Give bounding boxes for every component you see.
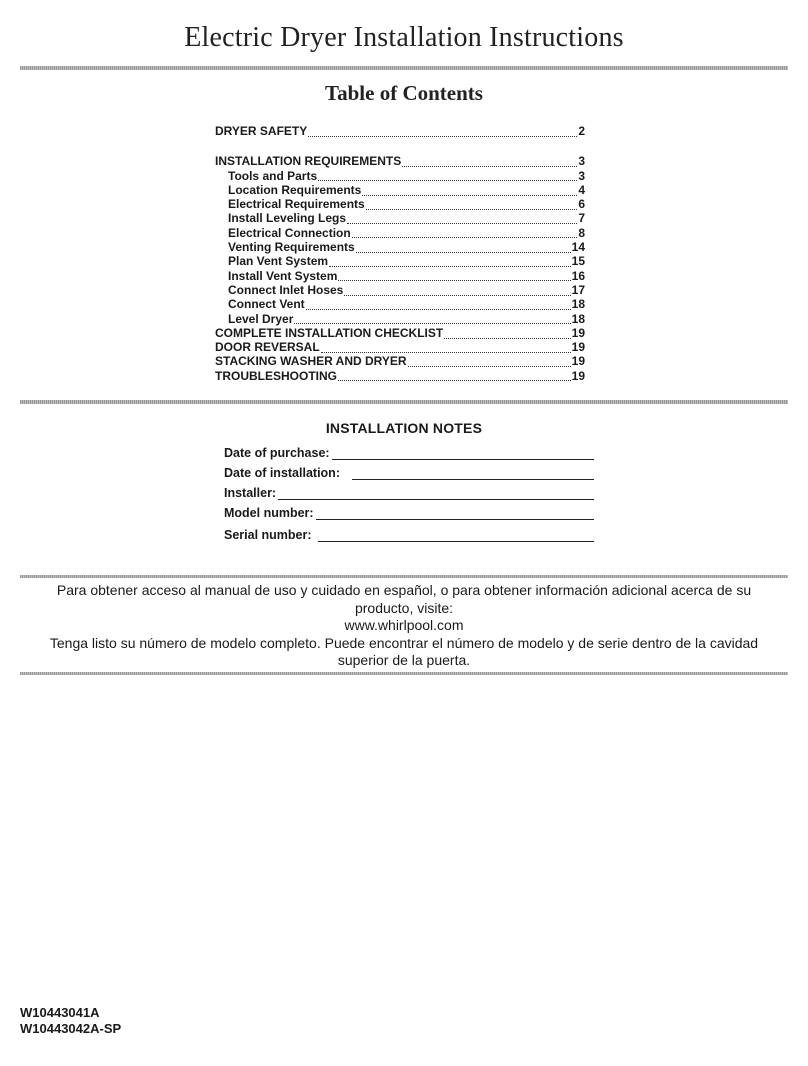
toc-entry-installation-checklist[interactable] [215, 326, 585, 340]
toc-label: COMPLETE INSTALLATION CHECKLIST [215, 325, 444, 340]
note-label: Date of installation: [224, 466, 340, 480]
toc-leader-dots [338, 270, 570, 281]
toc-entry-dryer-safety[interactable] [215, 124, 585, 138]
toc-label: INSTALLATION REQUIREMENTS [215, 154, 402, 169]
spanish-notice-line2: Tenga listo su número de modelo completo. Puede encontrar el número de modelo y de serie dentro de la cavidad superior de la puerta. [49, 634, 759, 668]
table-of-contents [215, 124, 585, 383]
toc-page-number: 2 [578, 124, 585, 138]
toc-leader-dots [347, 213, 577, 224]
toc-entry-location-requirements[interactable] [215, 183, 585, 197]
toc-page-number: 19 [571, 354, 585, 369]
toc-label: Venting Requirements [228, 240, 355, 255]
note-fill-line[interactable] [318, 528, 594, 542]
note-fill-line[interactable] [332, 446, 594, 460]
toc-divider [20, 400, 788, 404]
toc-entry-tools-and-parts[interactable] [215, 169, 585, 183]
installer-field[interactable] [224, 484, 594, 500]
notes-divider [20, 575, 788, 578]
toc-entry-install-vent-system[interactable] [215, 269, 585, 283]
note-fill-line[interactable] [352, 466, 594, 480]
toc-label: TROUBLESHOOTING [215, 368, 337, 383]
toc-entry-stacking-washer-and-dryer[interactable] [215, 354, 585, 368]
toc-page-number: 16 [571, 268, 585, 283]
toc-entry-install-leveling-legs[interactable] [215, 211, 585, 225]
note-label: Installer: [224, 486, 277, 500]
toc-leader-dots [352, 227, 578, 238]
spanish-notice [20, 582, 788, 670]
toc-label: Install Leveling Legs [228, 211, 347, 226]
toc-label: STACKING WASHER AND DRYER [215, 354, 407, 369]
toc-label: Plan Vent System [228, 254, 329, 269]
toc-leader-dots [408, 356, 571, 367]
toc-leader-dots [362, 185, 577, 196]
toc-page-number: 19 [571, 368, 585, 383]
toc-page-number: 3 [578, 168, 585, 183]
toc-page-number: 8 [578, 225, 585, 240]
toc-page-number: 7 [578, 211, 585, 226]
document-codes [20, 1005, 121, 1037]
toc-leader-dots [444, 328, 570, 339]
whirlpool-url[interactable]: www.whirlpool.com [344, 617, 464, 633]
note-fill-line[interactable] [278, 486, 594, 500]
toc-leader-dots [402, 156, 577, 167]
toc-page-number: 19 [571, 340, 585, 355]
toc-leader-dots [329, 256, 571, 267]
date-of-purchase-field[interactable] [224, 444, 594, 460]
toc-page-number: 17 [571, 282, 585, 297]
toc-label: Connect Inlet Hoses [228, 282, 344, 297]
toc-page-number: 3 [578, 154, 585, 169]
toc-leader-dots [338, 370, 571, 381]
top-divider [20, 66, 788, 70]
spanish-divider [20, 672, 788, 675]
serial-number-field[interactable] [224, 526, 594, 542]
toc-entry-electrical-connection[interactable] [215, 226, 585, 240]
toc-page-number: 14 [571, 240, 585, 255]
toc-entry-troubleshooting[interactable] [215, 369, 585, 383]
toc-label: Tools and Parts [228, 168, 318, 183]
note-label: Model number: [224, 506, 314, 520]
model-number-field[interactable] [224, 504, 594, 520]
note-label: Date of purchase: [224, 446, 330, 460]
toc-leader-dots [294, 313, 570, 324]
toc-leader-dots [344, 285, 570, 296]
toc-leader-dots [356, 242, 571, 253]
document-title: Electric Dryer Installation Instructions [184, 22, 624, 53]
toc-entry-electrical-requirements[interactable] [215, 197, 585, 211]
toc-entry-connect-inlet-hoses[interactable] [215, 283, 585, 297]
toc-page-number: 18 [571, 297, 585, 312]
toc-page-number: 4 [578, 182, 585, 197]
spanish-notice-line1: Para obtener acceso al manual de uso y cuidado en español, o para obtener información adicional acerca de su producto, visite: [56, 582, 752, 616]
toc-label: Level Dryer [228, 311, 294, 326]
note-label: Serial number: [224, 528, 312, 542]
date-of-installation-field[interactable] [224, 464, 594, 480]
toc-label: Install Vent System [228, 268, 338, 283]
toc-label: Connect Vent [228, 297, 305, 312]
toc-entry-plan-vent-system[interactable] [215, 254, 585, 268]
toc-leader-dots [318, 170, 577, 181]
toc-entry-level-dryer[interactable] [215, 312, 585, 326]
toc-label: Electrical Requirements [228, 197, 365, 212]
toc-entry-door-reversal[interactable] [215, 340, 585, 354]
installation-notes-heading: INSTALLATION NOTES [325, 420, 483, 436]
toc-page-number: 19 [571, 325, 585, 340]
toc-page-number: 18 [571, 311, 585, 326]
toc-entry-installation-requirements[interactable] [215, 154, 585, 168]
toc-leader-dots [308, 126, 577, 137]
toc-leader-dots [321, 342, 571, 353]
toc-page-number: 15 [571, 254, 585, 269]
document-code-sp: W10443042A-SP [20, 1021, 122, 1036]
toc-heading: Table of Contents [325, 81, 483, 105]
toc-leader-dots [366, 199, 578, 210]
note-fill-line[interactable] [316, 506, 594, 520]
toc-entry-connect-vent[interactable] [215, 297, 585, 311]
toc-label: DRYER SAFETY [215, 124, 308, 138]
toc-leader-dots [306, 299, 571, 310]
toc-entry-venting-requirements[interactable] [215, 240, 585, 254]
toc-label: DOOR REVERSAL [215, 340, 320, 355]
toc-label: Electrical Connection [228, 225, 351, 240]
toc-page-number: 6 [578, 197, 585, 212]
document-code: W10443041A [20, 1005, 100, 1020]
toc-label: Location Requirements [228, 182, 362, 197]
